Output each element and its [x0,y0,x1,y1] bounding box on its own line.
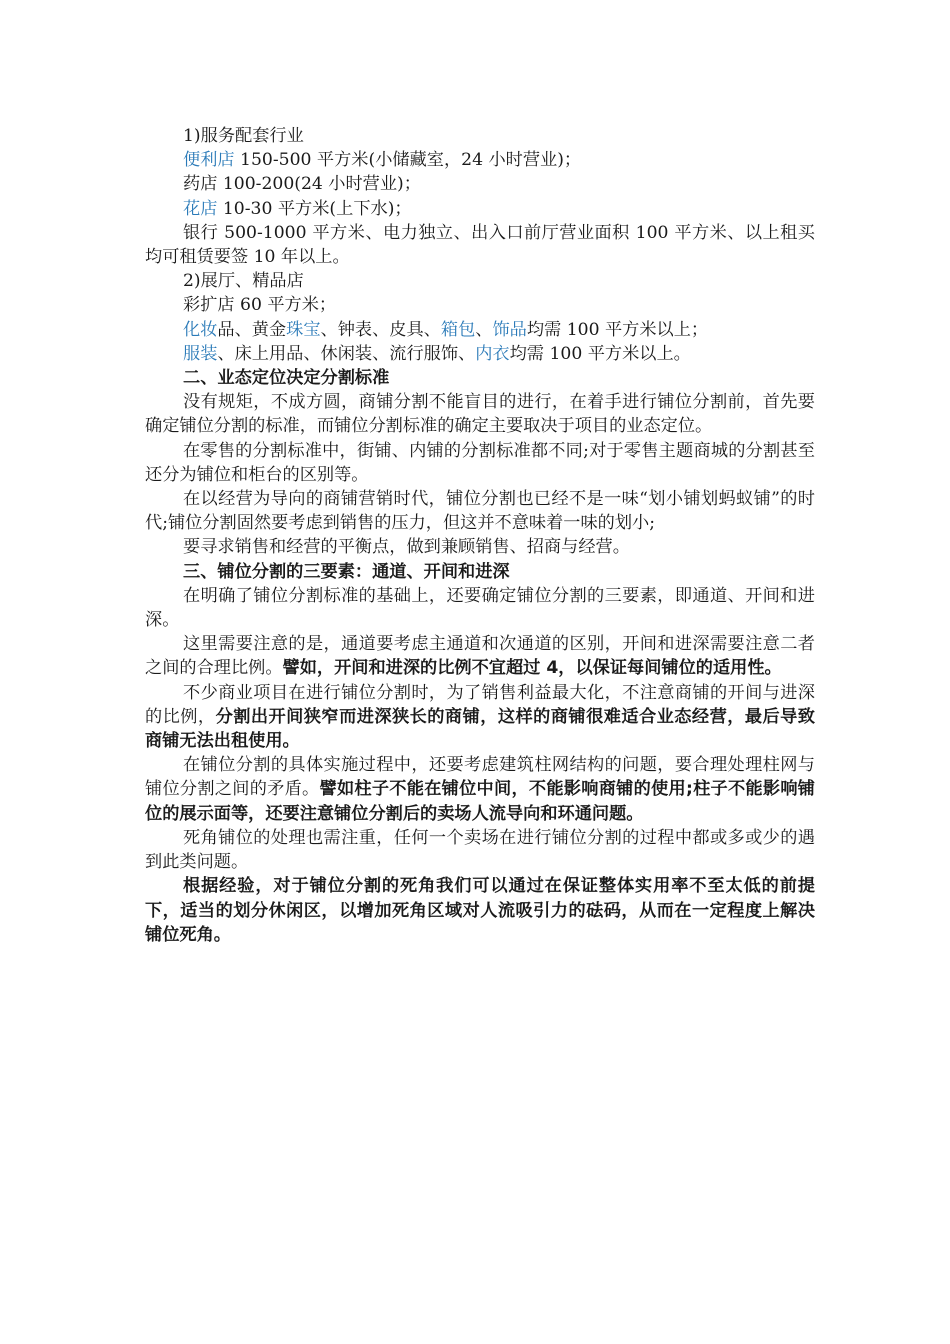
text: 、钟表、皮具、 [320,319,441,340]
text: 均需 100 平方米以上。 [509,343,691,364]
paragraph [145,681,815,754]
link-jewelry[interactable]: 珠宝 [286,319,321,340]
link-accessories[interactable]: 饰品 [492,319,527,340]
bold-paragraph: 根据经验，对于铺位分割的死角我们可以通过在保证整体实用率不至太低的前提下，适当的划分休闲区，以增加死角区域对人流吸引力的砝码，从而在一定程度上解决铺位死角。 [145,876,815,945]
paragraph: 在零售的分割标准中，街铺、内铺的分割标准都不同;对于零售主题商城的分割甚至还分为铺位和柜台的区别等。 [145,440,815,485]
link-convenience-store[interactable]: 便利店 [183,150,235,171]
text-flower-shop: 10-30 平方米(上下水)； [217,198,412,219]
paragraph [145,632,815,680]
paragraph-clothing [145,342,815,366]
text: 不少商业项目在进行铺位分割时，为了销售利益最大化，不注意商铺的开间与进深的比例， [145,682,815,727]
paragraph: 没有规矩，不成方圆，商铺分割不能盲目的进行，在着手进行铺位分割前，首先要确定铺位分割的标准，而铺位分割标准的确定主要取决于项目的业态定位。 [145,392,815,437]
link-cosmetics[interactable]: 化妆 [183,319,218,340]
text: 、床上用品、休闲装、流行服饰、 [217,343,476,364]
bold-text: 分割出开间狭窄而进深狭长的商铺，这样的商铺很难适合业态经营，最后导致商铺无法出租使用。 [145,706,815,752]
text: 在铺位分割的具体实施过程中，还要考虑建筑柱网结构的问题，要合理处理柱网与铺位分割之间的矛盾。 [145,755,815,800]
paragraph-pharmacy: 药店 100-200(24 小时营业)； [183,174,421,195]
link-bags[interactable]: 箱包 [440,319,476,340]
link-clothing[interactable]: 服装 [183,343,218,364]
paragraph: 要寻求销售和经营的平衡点，做到兼顾销售、招商与经营。 [183,537,630,558]
document-body [145,124,815,947]
link-underwear[interactable]: 内衣 [475,343,510,364]
link-flower-shop[interactable]: 花店 [183,198,218,219]
paragraph: 在明确了铺位分割标准的基础上，还要确定铺位分割的三要素，即通道、开间和进深。 [145,585,815,631]
paragraph-photo-shop: 彩扩店 60 平方米； [183,295,337,316]
paragraph: 在以经营为导向的商铺营销时代，铺位分割也已经不是一味“划小铺划蚂蚁铺”的时代;铺位分割固然要考虑到销售的压力，但这并不意味着一味的划小; [145,489,815,534]
bold-text: 譬如，开间和进深的比例不宜超过 4，以保证每间铺位的适用性。 [282,658,782,679]
bold-text: 譬如柱子不能在铺位中间，不能影响商铺的使用;柱子不能影响铺位的展示面等，还要注意铺位分割后的卖场人流导向和环通问题。 [145,779,815,824]
text-convenience-store: 150-500 平方米(小储藏室，24 小时营业)； [234,150,582,171]
paragraph: 死角铺位的处理也需注重，任何一个卖场在进行铺位分割的过程中都或多或少的遇到此类问题。 [145,827,815,873]
paragraph-bank: 银行 500-1000 平方米、电力独立、出入口前厅营业面积 100 平方米、以上租买均可租赁要签 10 年以上。 [145,222,815,268]
paragraph [145,753,815,826]
paragraph-flower-shop [145,197,815,221]
paragraph-cosmetics [145,318,815,342]
text: 这里需要注意的是，通道要考虑主通道和次通道的区别，开间和进深需要注意二者之间的合理比例。 [145,634,815,679]
section-heading-three-elements: 三、铺位分割的三要素：通道、开间和进深 [183,561,510,582]
text: 品、黄金 [217,319,287,340]
section-heading-positioning: 二、业态定位决定分割标准 [183,368,390,389]
section-1-heading: 1)服务配套行业 [183,126,304,146]
paragraph-convenience-store [145,148,815,172]
section-2-heading: 2)展厅、精品店 [183,271,304,292]
text: 均需 100 平方米以上； [526,319,709,340]
text: 、 [475,319,493,340]
